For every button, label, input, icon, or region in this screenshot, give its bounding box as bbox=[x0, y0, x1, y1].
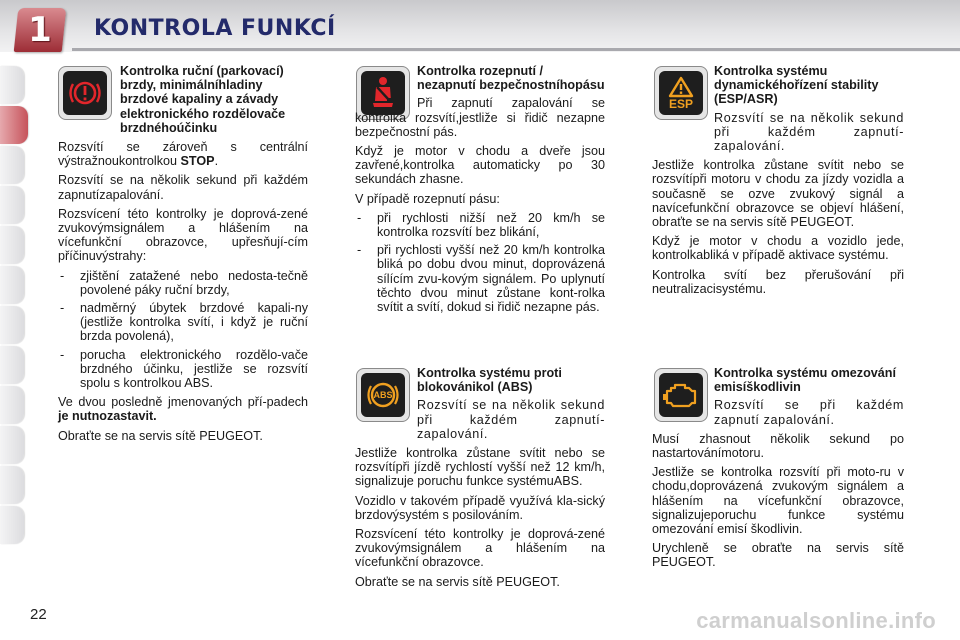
chapter-tab[interactable] bbox=[0, 386, 24, 424]
seatbelt-paragraph-2: Když je motor v chodu a dveře jsou zavřené,kontrolka automaticky po 30 sekundách zhasne. bbox=[355, 144, 605, 187]
esp-paragraph-3: Když je motor v chodu a vozidlo jede, kontrolkabliká v případě aktivace systému. bbox=[652, 234, 904, 263]
chapter-tabs bbox=[0, 66, 30, 546]
seatbelt-paragraph-3: V případě rozepnutí pásu: bbox=[355, 191, 500, 206]
parking-brake-paragraph-1: Rozsvítí se zároveň s centrální výstražnoukontrolkou STOP. bbox=[58, 140, 308, 169]
abs-icon-label: ABS bbox=[373, 390, 393, 400]
parking-brake-paragraph-5: Obraťte se na servis sítě PEUGEOT. bbox=[58, 428, 263, 443]
parking-brake-paragraph-2: Rozsvítí se na několik sekund při každém zapnutízapalování. bbox=[58, 173, 308, 202]
chapter-tab[interactable] bbox=[0, 66, 24, 104]
emissions-paragraph-1: Rozsvítí se při každém zapnutí zapalování. bbox=[714, 398, 904, 427]
header-rule bbox=[72, 48, 960, 51]
page-title: KONTROLA FUNKCÍ bbox=[94, 16, 336, 41]
parking-brake-paragraph-3: Rozsvícení této kontrolky je doprová-zené zvukovýmsignálem a hlášením na vícefunkční obrazovce, upřesňují-cím příčinuvýstrahy: bbox=[58, 206, 308, 264]
abs-paragraph-4: Rozsvícení této kontrolky je doprová-zené zvukovýmsignálem a hlášením na vícefunkční obrazovce. bbox=[355, 527, 605, 570]
parking-brake-paragraph-4: Ve dvou posledně jmenovaných pří-padech je nutnozastavit. bbox=[58, 395, 308, 424]
seatbelt-speed-list bbox=[355, 211, 605, 314]
abs-paragraph-5: Obraťte se na servis sítě PEUGEOT. bbox=[355, 574, 560, 589]
chapter-number: 1 bbox=[28, 10, 52, 50]
esp-icon-label: ESP bbox=[668, 97, 693, 111]
emissions-paragraph-4: Urychleně se obraťte na servis sítě PEUGEOT. bbox=[652, 541, 904, 570]
esp-paragraph-4: Kontrolka svítí bez přerušování při neutralizacisystému. bbox=[652, 267, 904, 296]
esp-paragraph-2: Jestliže kontrolka zůstane svítit nebo se rozsvítípři motoru v chodu za jízdy vozidla a současně se ozve zvukový signál a navícefunkční obrazovce se objeví hlášení, obraťte se na servis sítě PEUGEOT. bbox=[652, 158, 904, 230]
list-item: - porucha elektronického rozdělo-vače brzdného účinku, jestliže se rozsvítí spolu s kontrolkou ABS. bbox=[58, 348, 308, 391]
abs-paragraph-2: Jestliže kontrolka zůstane svítit nebo se rozsvítípři jízdě rychlostí vyšší než 12 km/h, signalizuje poruchu funkce systémuABS. bbox=[355, 446, 605, 489]
abs-paragraph-1: Rozsvítí se na několik sekund při každém zapnutí-zapalování. bbox=[417, 398, 605, 441]
parking-brake-section bbox=[58, 64, 308, 448]
parking-brake-causes-list bbox=[58, 269, 308, 391]
chapter-tab[interactable] bbox=[0, 346, 24, 384]
watermark: carmanualsonline.info bbox=[696, 608, 936, 633]
emissions-paragraph-2: Musí zhasnout několik sekund po nastartovánímotoru. bbox=[652, 431, 904, 461]
parking-brake-title: Kontrolka ruční (parkovací) brzdy, minimálníhladiny brzdové kapaliny a závady elektronického rozdělovače brzdnéhoúčinku bbox=[120, 64, 286, 135]
esp-section bbox=[652, 64, 904, 301]
page-number: 22 bbox=[30, 606, 47, 623]
chapter-tab[interactable] bbox=[0, 466, 24, 504]
chapter-tab[interactable] bbox=[0, 426, 24, 464]
list-item: - při rychlosti nižší než 20 km/h se kontrolka rozsvítí bez blikání, bbox=[355, 211, 605, 239]
seatbelt-paragraph-1: Při zapnutí zapalování se kontrolka rozsvítí,jestliže si řidič nezapne bezpečnostní pás. bbox=[355, 96, 605, 139]
abs-paragraph-3: Vozidlo v takovém případě využívá kla-sický brzdovýsystém s posilováním. bbox=[355, 493, 605, 522]
chapter-tab[interactable] bbox=[0, 506, 24, 544]
esp-paragraph-1: Rozsvítí se na několik sekund při každém zapnutí-zapalování. bbox=[714, 110, 904, 154]
list-item: - nadměrný úbytek brzdové kapali-ny (jestliže kontrolka svítí, i když je ruční brzda povolená), bbox=[58, 301, 308, 344]
chapter-tab-active[interactable] bbox=[0, 106, 28, 144]
emissions-paragraph-3: Jestliže se kontrolka rozsvítí při moto-ru v chodu,doprovázená zvukovým signálem a hlášením na vícefunkční obrazovce, signalizujeporuchu funkce systému omezování emisí škodlivin. bbox=[652, 465, 904, 537]
chapter-tab[interactable] bbox=[0, 266, 24, 304]
list-item: - při rychlosti vyšší než 20 km/h kontrolka bliká po dobu dvou minut, doprovázená sílícím zvu-kovým signálem. Po uplynutí těchto dvou minut zůstane kont-rolka svítit a svítí, dokud si řidič nezapne pás. bbox=[355, 243, 605, 314]
chapter-tab[interactable] bbox=[0, 186, 24, 224]
chapter-tab[interactable] bbox=[0, 146, 24, 184]
list-item: - zjištění zatažené nebo nedosta-tečně povolené páky ruční brzdy, bbox=[58, 269, 308, 297]
abs-section bbox=[355, 366, 605, 594]
chapter-tab[interactable] bbox=[0, 306, 24, 344]
seatbelt-section bbox=[355, 64, 605, 319]
esp-title: Kontrolka systému dynamickéhořízení stability (ESP/ASR) bbox=[714, 64, 879, 107]
abs-title: Kontrolka systému proti blokovánikol (ABS) bbox=[417, 366, 562, 395]
chapter-tab[interactable] bbox=[0, 226, 24, 264]
emissions-section bbox=[652, 366, 904, 575]
emissions-title: Kontrolka systému omezování emisíškodlivin bbox=[714, 366, 896, 395]
seatbelt-title: Kontrolka rozepnutí / nezapnutí bezpečnostníhopásu bbox=[417, 64, 605, 93]
